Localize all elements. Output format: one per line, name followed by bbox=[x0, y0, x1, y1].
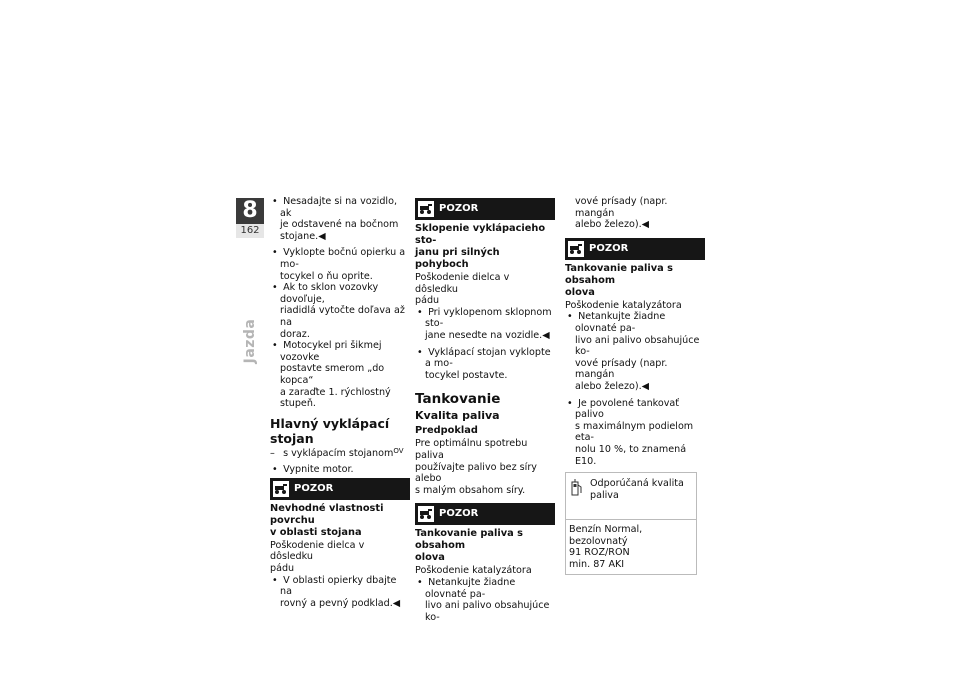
warning-text: Poškodenie dielca v dôsledku pádu bbox=[270, 539, 365, 575]
warning-text: Poškodenie dielca v dôsledku pádu bbox=[415, 272, 510, 307]
list-item: • Je povolené tankovať palivo s maximálnym podielom eta- nolu 10 %, to znamená E10. bbox=[565, 398, 705, 468]
warning-label: POZOR bbox=[294, 482, 334, 494]
list-item: • Vyklopte bočnú opierku a mo- tocykel o ňu oprite. bbox=[270, 247, 410, 282]
warning-box bbox=[565, 238, 705, 260]
list-item-continuation: vové prísady (napr. mangán alebo železo).◀ bbox=[575, 196, 668, 231]
warning-box bbox=[415, 198, 555, 220]
warning-label: POZOR bbox=[439, 203, 479, 214]
page-number: 162 bbox=[236, 224, 264, 238]
warning-title: Nevhodné vlastnosti povrchu v oblasti stojana bbox=[270, 502, 384, 538]
fuel-info-body: Benzín Normal, bezolovnatý 91 ROZ/RON min. 87 AKI bbox=[569, 524, 643, 570]
list-item: • Motocykel pri šikmej vozovke postavte smerom „do kopca“ a zaraďte 1. rýchlostný stupeň. bbox=[270, 340, 410, 410]
fuel-pump-icon bbox=[571, 479, 583, 501]
section-heading: Hlavný vyklápací stojan bbox=[270, 415, 390, 446]
column-2 bbox=[415, 196, 555, 623]
section-heading: Kvalita paliva bbox=[415, 409, 500, 423]
warning-text: Poškodenie katalyzátora bbox=[415, 565, 532, 577]
list-item: • V oblasti opierky dbajte na rovný a pevný podklad.◀ bbox=[270, 575, 410, 610]
warning-title: Sklopenie vyklápacieho sto- janu pri silných pohyboch bbox=[415, 223, 546, 270]
warning-label: POZOR bbox=[589, 242, 629, 254]
list-item: • Netankujte žiadne olovnaté pa- livo ani palivo obsahujúce ko- vové prísady (napr. mangán alebo železo).◀ bbox=[565, 311, 705, 392]
chapter-side-title-box bbox=[240, 311, 260, 371]
motorcycle-warning-icon bbox=[273, 481, 289, 497]
chapter-number: 8 bbox=[236, 198, 264, 224]
motorcycle-warning-icon bbox=[418, 201, 434, 217]
warning-text: Poškodenie katalyzátora bbox=[565, 299, 682, 311]
warning-title: Tankovanie paliva s obsahom olova bbox=[415, 528, 523, 564]
chapter-heading: Tankovanie bbox=[415, 391, 501, 408]
equipment-note: – s vyklápacím stojanom$^{OV}$ bbox=[270, 448, 410, 460]
list-item: • Nesadajte si na vozidlo, ak je odstavené na bočnom stojane.◀ bbox=[270, 196, 410, 242]
fuel-info-title: Odporúčaná kvalita paliva bbox=[590, 478, 684, 501]
subsection-heading: Predpoklad bbox=[415, 425, 478, 437]
fuel-info-box bbox=[565, 472, 697, 575]
column-1 bbox=[270, 196, 410, 609]
paragraph: Pre optimálnu spotrebu paliva používajte palivo bez síry alebo s malým obsahom síry. bbox=[415, 438, 537, 496]
chapter-side-title: Jazda bbox=[242, 318, 258, 364]
motorcycle-warning-icon bbox=[568, 241, 584, 257]
list-item: • Netankujte žiadne olovnaté pa- livo ani palivo obsahujúce ko- bbox=[415, 577, 555, 623]
list-item: • Vypnite motor. bbox=[270, 464, 410, 476]
column-3 bbox=[565, 196, 705, 575]
motorcycle-warning-icon bbox=[418, 506, 434, 522]
chapter-tab bbox=[236, 198, 264, 238]
list-item: • Pri vyklopenom sklopnom sto- jane nesedte na vozidle.◀ bbox=[415, 307, 555, 342]
option-code: OV bbox=[393, 446, 404, 455]
warning-box bbox=[270, 478, 410, 500]
list-item: • Ak to sklon vozovky dovoľuje, riadidlá vytočte doľava až na doraz. bbox=[270, 282, 410, 340]
list-item: • Vyklápací stojan vyklopte a mo- tocykel postavte. bbox=[415, 347, 555, 382]
warning-box bbox=[415, 503, 555, 525]
warning-label: POZOR bbox=[439, 508, 479, 520]
warning-title: Tankovanie paliva s obsahom olova bbox=[565, 262, 673, 298]
